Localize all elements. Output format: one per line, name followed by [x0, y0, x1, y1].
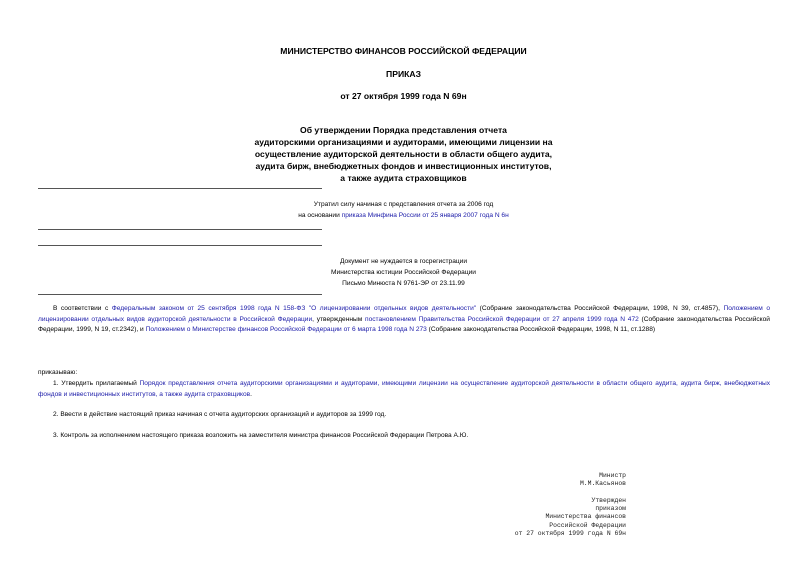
procedure-link[interactable]: Порядок представления отчета аудиторскими организациями и аудиторами, имеющими лицензии на осуществление аудиторской деятельности в области общего аудита, аудита бирж, внебюджетных фондов и инвестиционных институтов, а также аудита страховщиков — [38, 380, 770, 398]
item-1 — [38, 379, 770, 400]
registration-note-line: Письмо Минюста N 9761-ЭР от 23.11.99 — [342, 280, 465, 287]
preamble-text: В соответствии с — [53, 305, 112, 312]
preamble-paragraph — [38, 304, 770, 336]
approval-line: приказом — [595, 505, 626, 513]
doc-date-number: от 27 октября 1999 года N 69н — [340, 91, 467, 101]
federal-law-link[interactable]: Федеральным законом от 25 сентября 1998 года N 158-ФЗ "О лицензировании отдельных видов деятельности" — [111, 305, 477, 312]
document-title — [0, 124, 807, 184]
signature-block — [520, 472, 626, 488]
divider — [38, 229, 322, 230]
ministry-heading: МИНИСТЕРСТВО ФИНАНСОВ РОССИЙСКОЙ ФЕДЕРАЦИИ — [280, 46, 527, 56]
licensing-regulation-link[interactable]: Положением о лицензировании отдельных видов аудиторской деятельности в Российской Федерации — [38, 305, 770, 323]
divider — [38, 188, 322, 189]
signature-name: М.М.Касьянов — [579, 480, 626, 488]
approval-block — [460, 497, 626, 538]
item-2: 2. Ввести в действие настоящий приказ начиная с отчета аудиторских организаций и аудиторов за 1999 год. — [53, 411, 387, 418]
doc-type-heading: ПРИКАЗ — [386, 69, 421, 79]
title-line: осуществление аудиторской деятельности в области общего аудита, — [254, 149, 553, 159]
expired-note — [0, 199, 807, 221]
expired-note-line — [0, 210, 807, 221]
approval-line: Утвержден — [591, 497, 626, 504]
order-word: приказываю: — [38, 369, 78, 376]
signature-role: Министр — [599, 472, 626, 479]
item-1-suffix: . — [250, 390, 252, 398]
registration-note-line: Документ не нуждается в госрегистрации — [339, 258, 468, 265]
title-line: Об утверждении Порядка представления отчета — [300, 125, 507, 135]
divider — [38, 245, 322, 246]
approval-line: Министерства финансов — [545, 513, 626, 521]
expired-note-line: Утратил силу начиная с представления отчета за 2006 год — [313, 201, 494, 208]
item-3: 3. Контроль за исполнением настоящего приказа возложить на заместителя министра финансов Российской Федерации Петрова А.Ю. — [53, 432, 469, 439]
title-line: аудита бирж, внебюджетных фондов и инвестиционных институтов, — [255, 161, 552, 171]
preamble-text: (Собрание законодательства Российской Федерации, 1998, N 11, ст.1288) — [426, 326, 656, 334]
ministry-regulation-link[interactable]: Положением о Министерстве финансов Российской Федерации от 6 марта 1998 года N 273 — [145, 326, 427, 334]
item-1-prefix: 1. Утвердить прилагаемый — [53, 380, 140, 387]
registration-note — [0, 256, 807, 289]
title-line: а также аудита страховщиков — [340, 173, 467, 183]
approval-line: Российской Федерации — [549, 521, 626, 529]
preamble-text: (Собрание законодательства Российской Федерации, 1999, N 19, ст.2342), и — [38, 315, 770, 334]
approval-line: от 27 октября 1999 года N 69н — [514, 529, 626, 537]
expired-note-prefix: на основании — [298, 212, 342, 219]
title-line: аудиторскими организациями и аудиторами, имеющими лицензии на — [254, 137, 553, 147]
preamble-text: , утвержденным — [312, 315, 365, 323]
government-resolution-link[interactable]: постановлением Правительства Российской Федерации от 27 апреля 1999 года N 472 — [365, 315, 639, 323]
preamble-text: (Собрание законодательства Российской Федерации, 1998, N 39, ст.4857), — [476, 305, 724, 312]
divider — [38, 294, 322, 295]
repeal-order-link[interactable]: приказа Минфина России от 25 января 2007 года N 6н — [341, 212, 509, 219]
registration-note-line: Министерства юстиции Российской Федерации — [331, 269, 476, 276]
